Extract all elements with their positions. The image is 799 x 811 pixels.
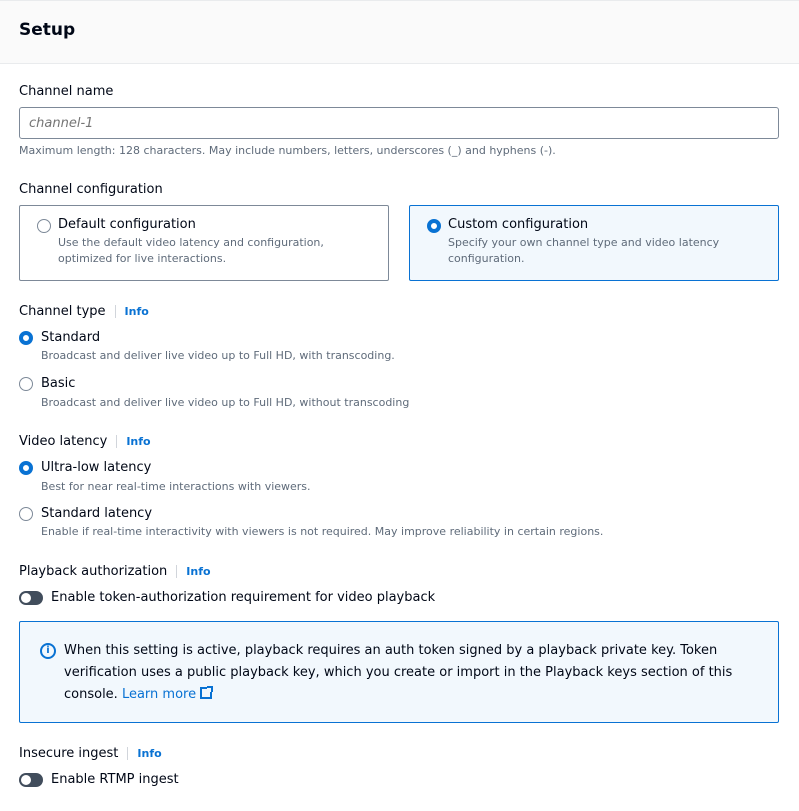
radio-standard-latency[interactable] xyxy=(19,507,33,521)
insecure-ingest-label: Insecure ingest xyxy=(19,746,119,761)
channel-configuration-label: Channel configuration xyxy=(19,182,163,197)
info-icon: i xyxy=(40,643,56,659)
playback-authorization-label: Playback authorization xyxy=(19,564,168,579)
standard-latency-desc: Enable if real-time interactivity with viewers is not required. May improve reliability in certain regions. xyxy=(41,525,604,538)
rtmp-ingest-toggle[interactable] xyxy=(19,773,43,787)
ultra-low-latency-label: Ultra-low latency xyxy=(41,460,152,475)
ultra-low-latency-desc: Best for near real-time interactions with viewers. xyxy=(41,480,311,493)
radio-standard[interactable] xyxy=(19,331,33,345)
custom-configuration-card[interactable] xyxy=(409,205,779,281)
playback-authorization-heading xyxy=(19,564,211,579)
video-latency-heading xyxy=(19,434,151,449)
alert-text: When this setting is active, playback requires an auth token signed by a playback private key. Token verification uses a public playback key, which you create or import in the Playback keys section of this console. xyxy=(64,643,733,702)
default-configuration-title: Default configuration xyxy=(58,217,196,232)
insecure-ingest-info-link[interactable]: Info xyxy=(127,747,161,760)
custom-configuration-title: Custom configuration xyxy=(448,217,589,232)
default-configuration-card[interactable] xyxy=(19,205,389,281)
basic-label: Basic xyxy=(41,376,76,391)
playback-authorization-info-link[interactable]: Info xyxy=(176,565,210,578)
video-latency-label: Video latency xyxy=(19,434,108,449)
section-header xyxy=(0,0,799,64)
learn-more-link[interactable] xyxy=(122,687,212,702)
channel-name-input[interactable] xyxy=(19,107,779,139)
external-link-icon xyxy=(200,687,212,699)
token-authorization-label: Enable token-authorization requirement for video playback xyxy=(51,590,436,605)
radio-default-configuration[interactable] xyxy=(37,219,51,233)
standard-desc: Broadcast and deliver live video up to Full HD, with transcoding. xyxy=(41,349,395,362)
radio-custom-configuration[interactable] xyxy=(427,219,441,233)
token-authorization-toggle[interactable] xyxy=(19,591,43,605)
channel-type-heading xyxy=(19,304,149,319)
learn-more-text: Learn more xyxy=(121,687,197,702)
channel-name-label: Channel name xyxy=(19,84,114,99)
rtmp-ingest-label: Enable RTMP ingest xyxy=(51,772,179,787)
channel-type-info-link[interactable]: Info xyxy=(115,305,149,318)
insecure-ingest-heading xyxy=(19,746,162,761)
radio-ultra-low-latency[interactable] xyxy=(19,461,33,475)
page-title: Setup xyxy=(19,20,76,40)
basic-desc: Broadcast and deliver live video up to Full HD, without transcoding xyxy=(41,396,410,409)
channel-type-label: Channel type xyxy=(19,304,106,319)
standard-label: Standard xyxy=(41,330,101,345)
radio-basic[interactable] xyxy=(19,377,33,391)
custom-configuration-desc: Specify your own channel type and video latency configuration. xyxy=(448,236,720,265)
standard-latency-label: Standard latency xyxy=(41,506,153,521)
default-configuration-desc: Use the default video latency and configuration, optimized for live interactions. xyxy=(58,236,324,265)
channel-name-help: Maximum length: 128 characters. May include numbers, letters, underscores (_) and hyphens (-). xyxy=(19,144,556,157)
video-latency-info-link[interactable]: Info xyxy=(116,435,150,448)
info-alert xyxy=(19,621,779,723)
